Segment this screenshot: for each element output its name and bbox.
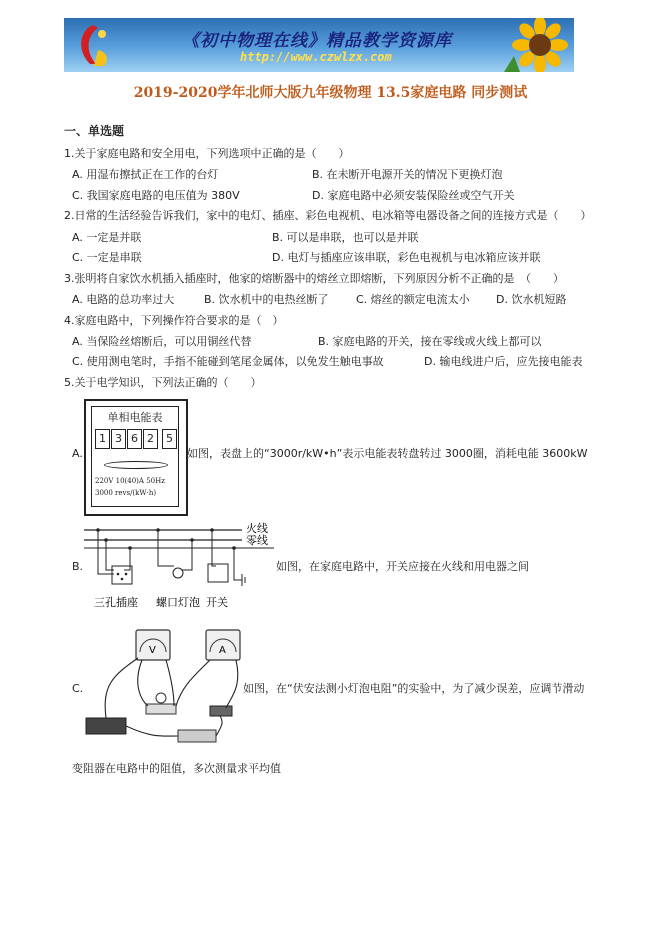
- q3-option-b[interactable]: B. 饮水机中的电热丝断了: [204, 293, 329, 306]
- meter-digit: 1: [95, 429, 110, 449]
- meter-disc: [104, 461, 168, 469]
- q4-option-b[interactable]: B. 家庭电路的开关，接在零线或火线上都可以: [318, 335, 542, 348]
- voltmeter-label: V: [149, 645, 156, 656]
- q5-stem: 5.关于电学知识，下列法正确的（ ）: [64, 376, 262, 389]
- q5-option-b-text[interactable]: 如图，在家庭电路中，开关应接在火线和用电器之间: [276, 560, 529, 573]
- q3-option-d[interactable]: D. 饮水机短路: [496, 293, 567, 306]
- meter-digit: 2: [143, 429, 158, 449]
- q5-option-c-text[interactable]: 如图，在“伏安法测小灯泡电阻”的实验中，为了减少误差，应调节滑动: [243, 682, 585, 695]
- meter-spec-rating: 220V 10(40)A 50Hz: [95, 477, 165, 485]
- voltammetry-experiment-figure: [82, 626, 242, 750]
- q5-option-b-letter[interactable]: B.: [72, 560, 84, 573]
- q4-option-a[interactable]: A. 当保险丝熔断后，可以用铜丝代替: [72, 335, 252, 348]
- banner-url[interactable]: http://www.czwlzx.com: [240, 50, 392, 64]
- live-wire-label: 火线: [246, 522, 268, 535]
- q5-option-a-letter[interactable]: A.: [72, 447, 83, 460]
- q4-stem: 4.家庭电路中，下列操作符合要求的是（ ）: [64, 314, 284, 327]
- q4-option-c[interactable]: C. 使用测电笔时，手指不能碰到笔尾金属体，以免发生触电事故: [72, 355, 384, 368]
- meter-digits: [95, 429, 178, 449]
- q2-option-b[interactable]: B. 可以是串联，也可以是并联: [272, 231, 419, 244]
- sunflower-icon: [500, 18, 570, 72]
- q1-stem: 1.关于家庭电路和安全用电，下列选项中正确的是（ ）: [64, 147, 350, 160]
- meter-digit: 3: [111, 429, 126, 449]
- household-circuit-figure: [84, 518, 274, 614]
- neutral-wire-label: 零线: [246, 534, 268, 547]
- switch-label: 开关: [206, 596, 228, 609]
- header-banner: [64, 18, 574, 72]
- q1-option-c[interactable]: C. 我国家庭电路的电压值为 380V: [72, 189, 240, 202]
- q5-option-a-text[interactable]: 如图，表盘上的“3000r/kW•h”表示电能表转盘转过 3000圈，消耗电能 3600kW: [187, 447, 588, 460]
- q2-stem: 2.日常的生活经验告诉我们，家中的电灯、插座、彩色电视机、电冰箱等电器设备之间的连接方式是（ ）: [64, 209, 592, 222]
- q2-option-a[interactable]: A. 一定是并联: [72, 231, 142, 244]
- banner-title: 《初中物理在线》精品教学资源库: [182, 31, 452, 51]
- meter-title: 单相电能表: [107, 411, 163, 424]
- document-title: 2019-2020学年北师大版九年级物理 13.5家庭电路 同步测试: [133, 85, 528, 101]
- q2-option-d[interactable]: D. 电灯与插座应该串联，彩色电视机与电冰箱应该并联: [272, 251, 541, 264]
- section-heading: 一、单选题: [64, 124, 125, 138]
- q3-stem: 3.张明将自家饮水机插入插座时，他家的熔断器中的熔丝立即熔断，下列原因分析不正确的是 （ ）: [64, 272, 564, 285]
- q1-option-a[interactable]: A. 用湿布擦拭正在工作的台灯: [72, 168, 219, 181]
- q5-option-c-letter[interactable]: C.: [72, 682, 84, 695]
- q3-option-a[interactable]: A. 电路的总功率过大: [72, 293, 175, 306]
- q3-option-c[interactable]: C. 熔丝的额定电流太小: [356, 293, 470, 306]
- electric-meter-figure: [84, 399, 188, 516]
- q1-option-b[interactable]: B. 在未断开电源开关的情况下更换灯泡: [312, 168, 503, 181]
- ammeter-label: A: [219, 645, 226, 656]
- meter-digit: 6: [127, 429, 142, 449]
- q4-option-d[interactable]: D. 输电线进户后，应先接电能表: [424, 355, 583, 368]
- q1-option-d[interactable]: D. 家庭电路中必须安装保险丝或空气开关: [312, 189, 515, 202]
- site-logo-icon: [68, 20, 118, 70]
- meter-spec-constant: 3000 revs/(kW·h): [95, 489, 157, 497]
- meter-digit: 5: [162, 429, 177, 449]
- q5-option-c-continued[interactable]: 变阻器在电路中的阻值，多次测量求平均值: [72, 762, 281, 775]
- q2-option-c[interactable]: C. 一定是串联: [72, 251, 142, 264]
- socket-label: 三孔插座: [94, 596, 138, 609]
- bulb-label: 螺口灯泡: [156, 596, 200, 609]
